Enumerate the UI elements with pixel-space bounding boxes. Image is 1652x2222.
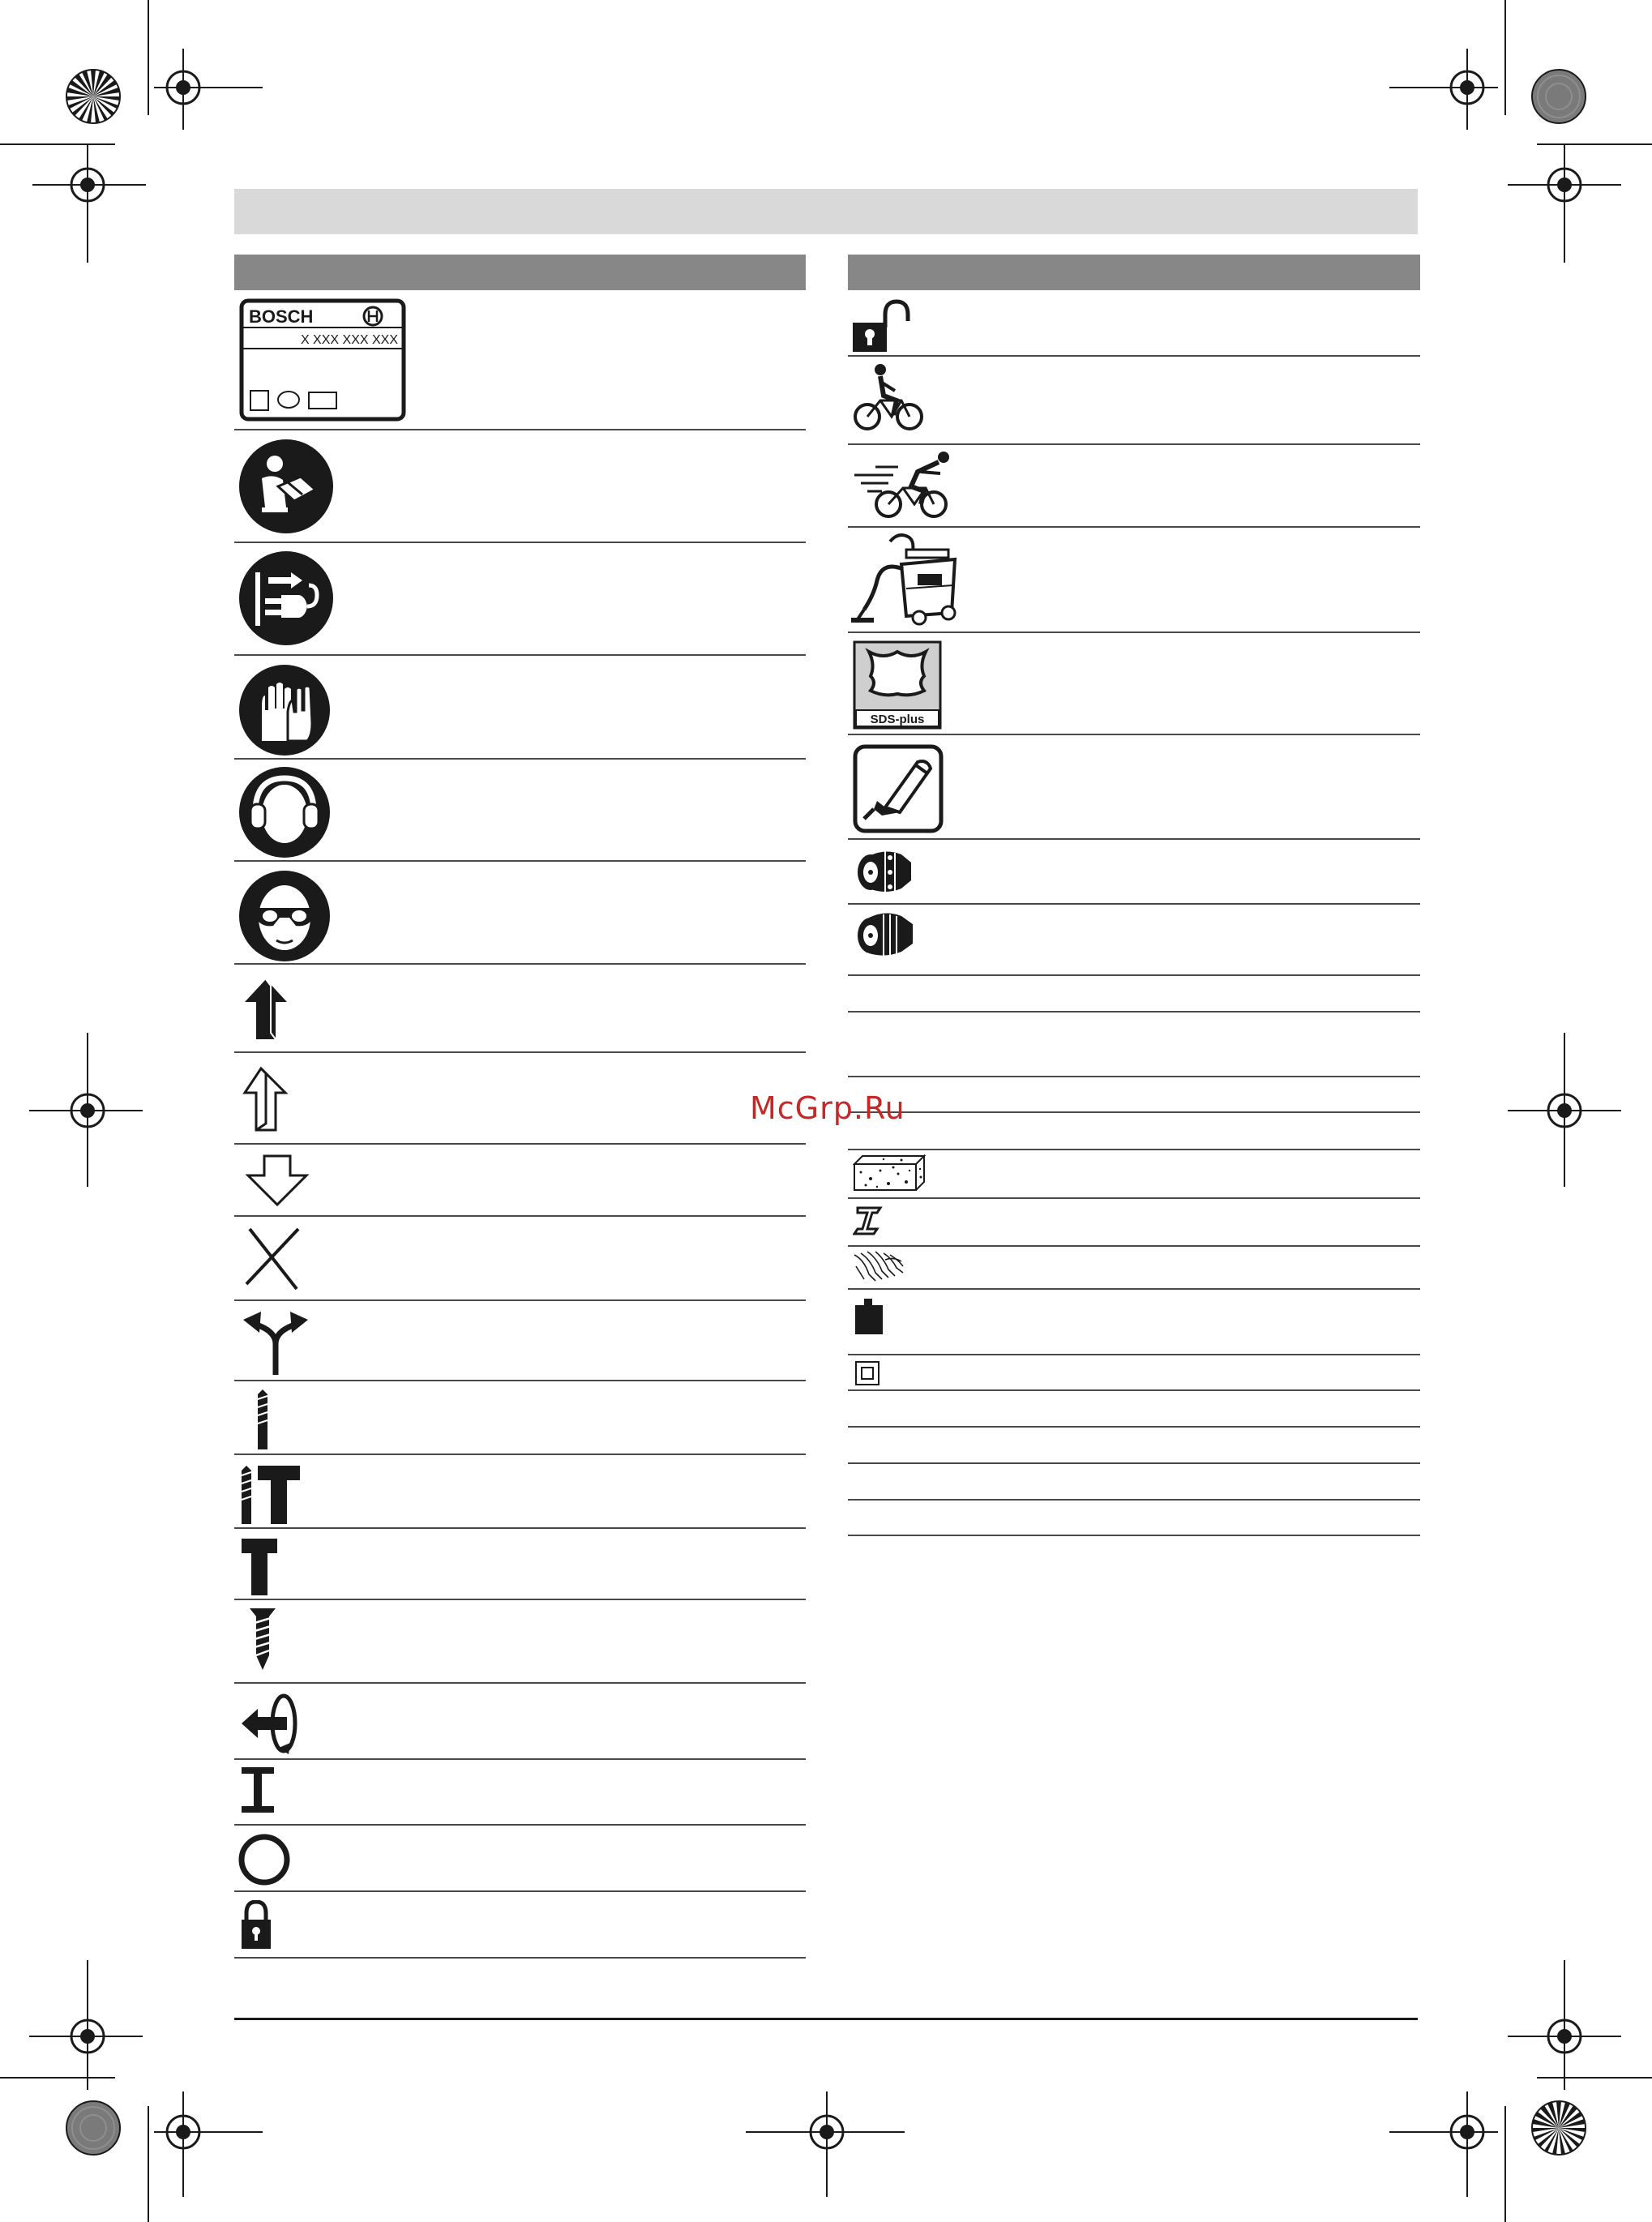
row-separator: [848, 974, 1420, 976]
row-separator: [234, 1824, 806, 1826]
row-separator: [848, 903, 1420, 905]
row-separator: [848, 1354, 1420, 1355]
row-separator: [234, 1143, 806, 1145]
row-separator: [848, 1245, 1420, 1247]
row-separator: [234, 429, 806, 430]
left-column-header: [234, 255, 806, 290]
row-separator: [234, 963, 806, 965]
footer-rule: [234, 2018, 1418, 2020]
row-separator: [848, 1426, 1420, 1428]
i-beam-icon: [240, 1766, 276, 1814]
row-separator: [848, 1011, 1420, 1013]
row-separator: [234, 1527, 806, 1529]
starburst-target-icon: [65, 68, 122, 125]
gray-disc-icon: [1530, 68, 1587, 125]
row-separator: [234, 1758, 806, 1760]
row-separator: [848, 1389, 1420, 1391]
row-separator: [848, 631, 1420, 633]
row-separator: [848, 443, 1420, 445]
watermark-text: McGrp.Ru: [750, 1090, 905, 1126]
row-separator: [234, 542, 806, 543]
registration-target-icon: [1386, 49, 1500, 130]
row-separator: [848, 1462, 1420, 1464]
eye-protection-icon: [238, 869, 332, 963]
row-separator: [848, 1197, 1420, 1199]
keyed-chuck-icon: [853, 845, 921, 901]
screw-icon: [248, 1607, 277, 1672]
fork-arrow-icon: [240, 1308, 311, 1376]
vacuum-cleaner-icon: [850, 532, 965, 629]
row-separator: [848, 1535, 1420, 1536]
row-separator: [848, 1111, 1420, 1113]
drill-bit-icon: [253, 1388, 272, 1451]
row-separator: [848, 838, 1420, 840]
lock-open-icon: [851, 297, 916, 353]
starburst-target-icon: [1530, 2100, 1587, 2156]
page-header-band: [234, 189, 1418, 234]
bicycle-slow-icon: [853, 363, 926, 433]
gray-disc-icon: [65, 2100, 122, 2156]
hammer-icon: [240, 1537, 279, 1597]
arrow-down-icon: [245, 1154, 310, 1208]
ring-icon: [237, 1832, 292, 1887]
row-separator: [234, 1454, 806, 1455]
nameplate-brand: BOSCH: [249, 306, 314, 327]
nameplate-icon: [239, 298, 406, 422]
row-separator: [234, 1957, 806, 1959]
keyless-chuck-icon: [853, 908, 921, 965]
protection-class-icon: [854, 1360, 880, 1386]
registration-target-icon: [1508, 1033, 1621, 1187]
registration-target-icon: [154, 49, 267, 130]
row-separator: [234, 1599, 806, 1600]
wood-icon: [853, 1250, 906, 1282]
row-separator: [234, 1051, 806, 1053]
rotation-direction-icon: [238, 1691, 302, 1756]
row-separator: [234, 860, 806, 862]
cross-icon: [242, 1226, 305, 1292]
row-separator: [848, 1149, 1420, 1150]
row-separator: [234, 1682, 806, 1684]
row-separator: [848, 1076, 1420, 1077]
registration-target-icon: [1508, 1960, 1621, 2090]
registration-target-icon: [154, 2091, 267, 2197]
row-separator: [234, 654, 806, 656]
bicycle-fast-icon: [853, 451, 953, 520]
row-separator: [234, 1380, 806, 1381]
row-separator: [234, 1299, 806, 1301]
lock-closed-icon: [240, 1900, 272, 1950]
row-separator: [234, 758, 806, 760]
registration-target-icon: [1386, 2091, 1500, 2197]
read-manual-icon: [238, 438, 335, 535]
registration-target-icon: [746, 2091, 908, 2197]
registration-target-icon: [29, 1960, 143, 2090]
unplug-icon: [238, 550, 335, 647]
sds-plus-label: SDS-plus: [870, 713, 925, 726]
registration-target-icon: [1508, 144, 1621, 266]
gloves-icon: [238, 663, 332, 757]
row-separator: [848, 355, 1420, 357]
weight-icon: [853, 1297, 885, 1336]
row-separator: [848, 734, 1420, 735]
arrow-up-filled-icon: [242, 978, 290, 1042]
row-separator: [848, 1499, 1420, 1501]
steel-icon: [853, 1205, 885, 1237]
grease-tube-icon: [853, 744, 944, 833]
nameplate-article-number: X XXX XXX XXX: [300, 333, 398, 347]
arrow-up-outline-icon: [242, 1065, 290, 1133]
concrete-icon: [853, 1154, 926, 1192]
row-separator: [234, 1215, 806, 1217]
registration-target-icon: [29, 1033, 143, 1187]
registration-target-icon: [32, 144, 146, 266]
row-separator: [234, 1890, 806, 1892]
row-separator: [848, 1288, 1420, 1290]
drill-hammer-icon: [238, 1462, 303, 1526]
row-separator: [848, 526, 1420, 528]
sds-plus-icon: [853, 640, 942, 730]
right-column-header: [848, 255, 1420, 290]
ear-protection-icon: [238, 765, 332, 859]
